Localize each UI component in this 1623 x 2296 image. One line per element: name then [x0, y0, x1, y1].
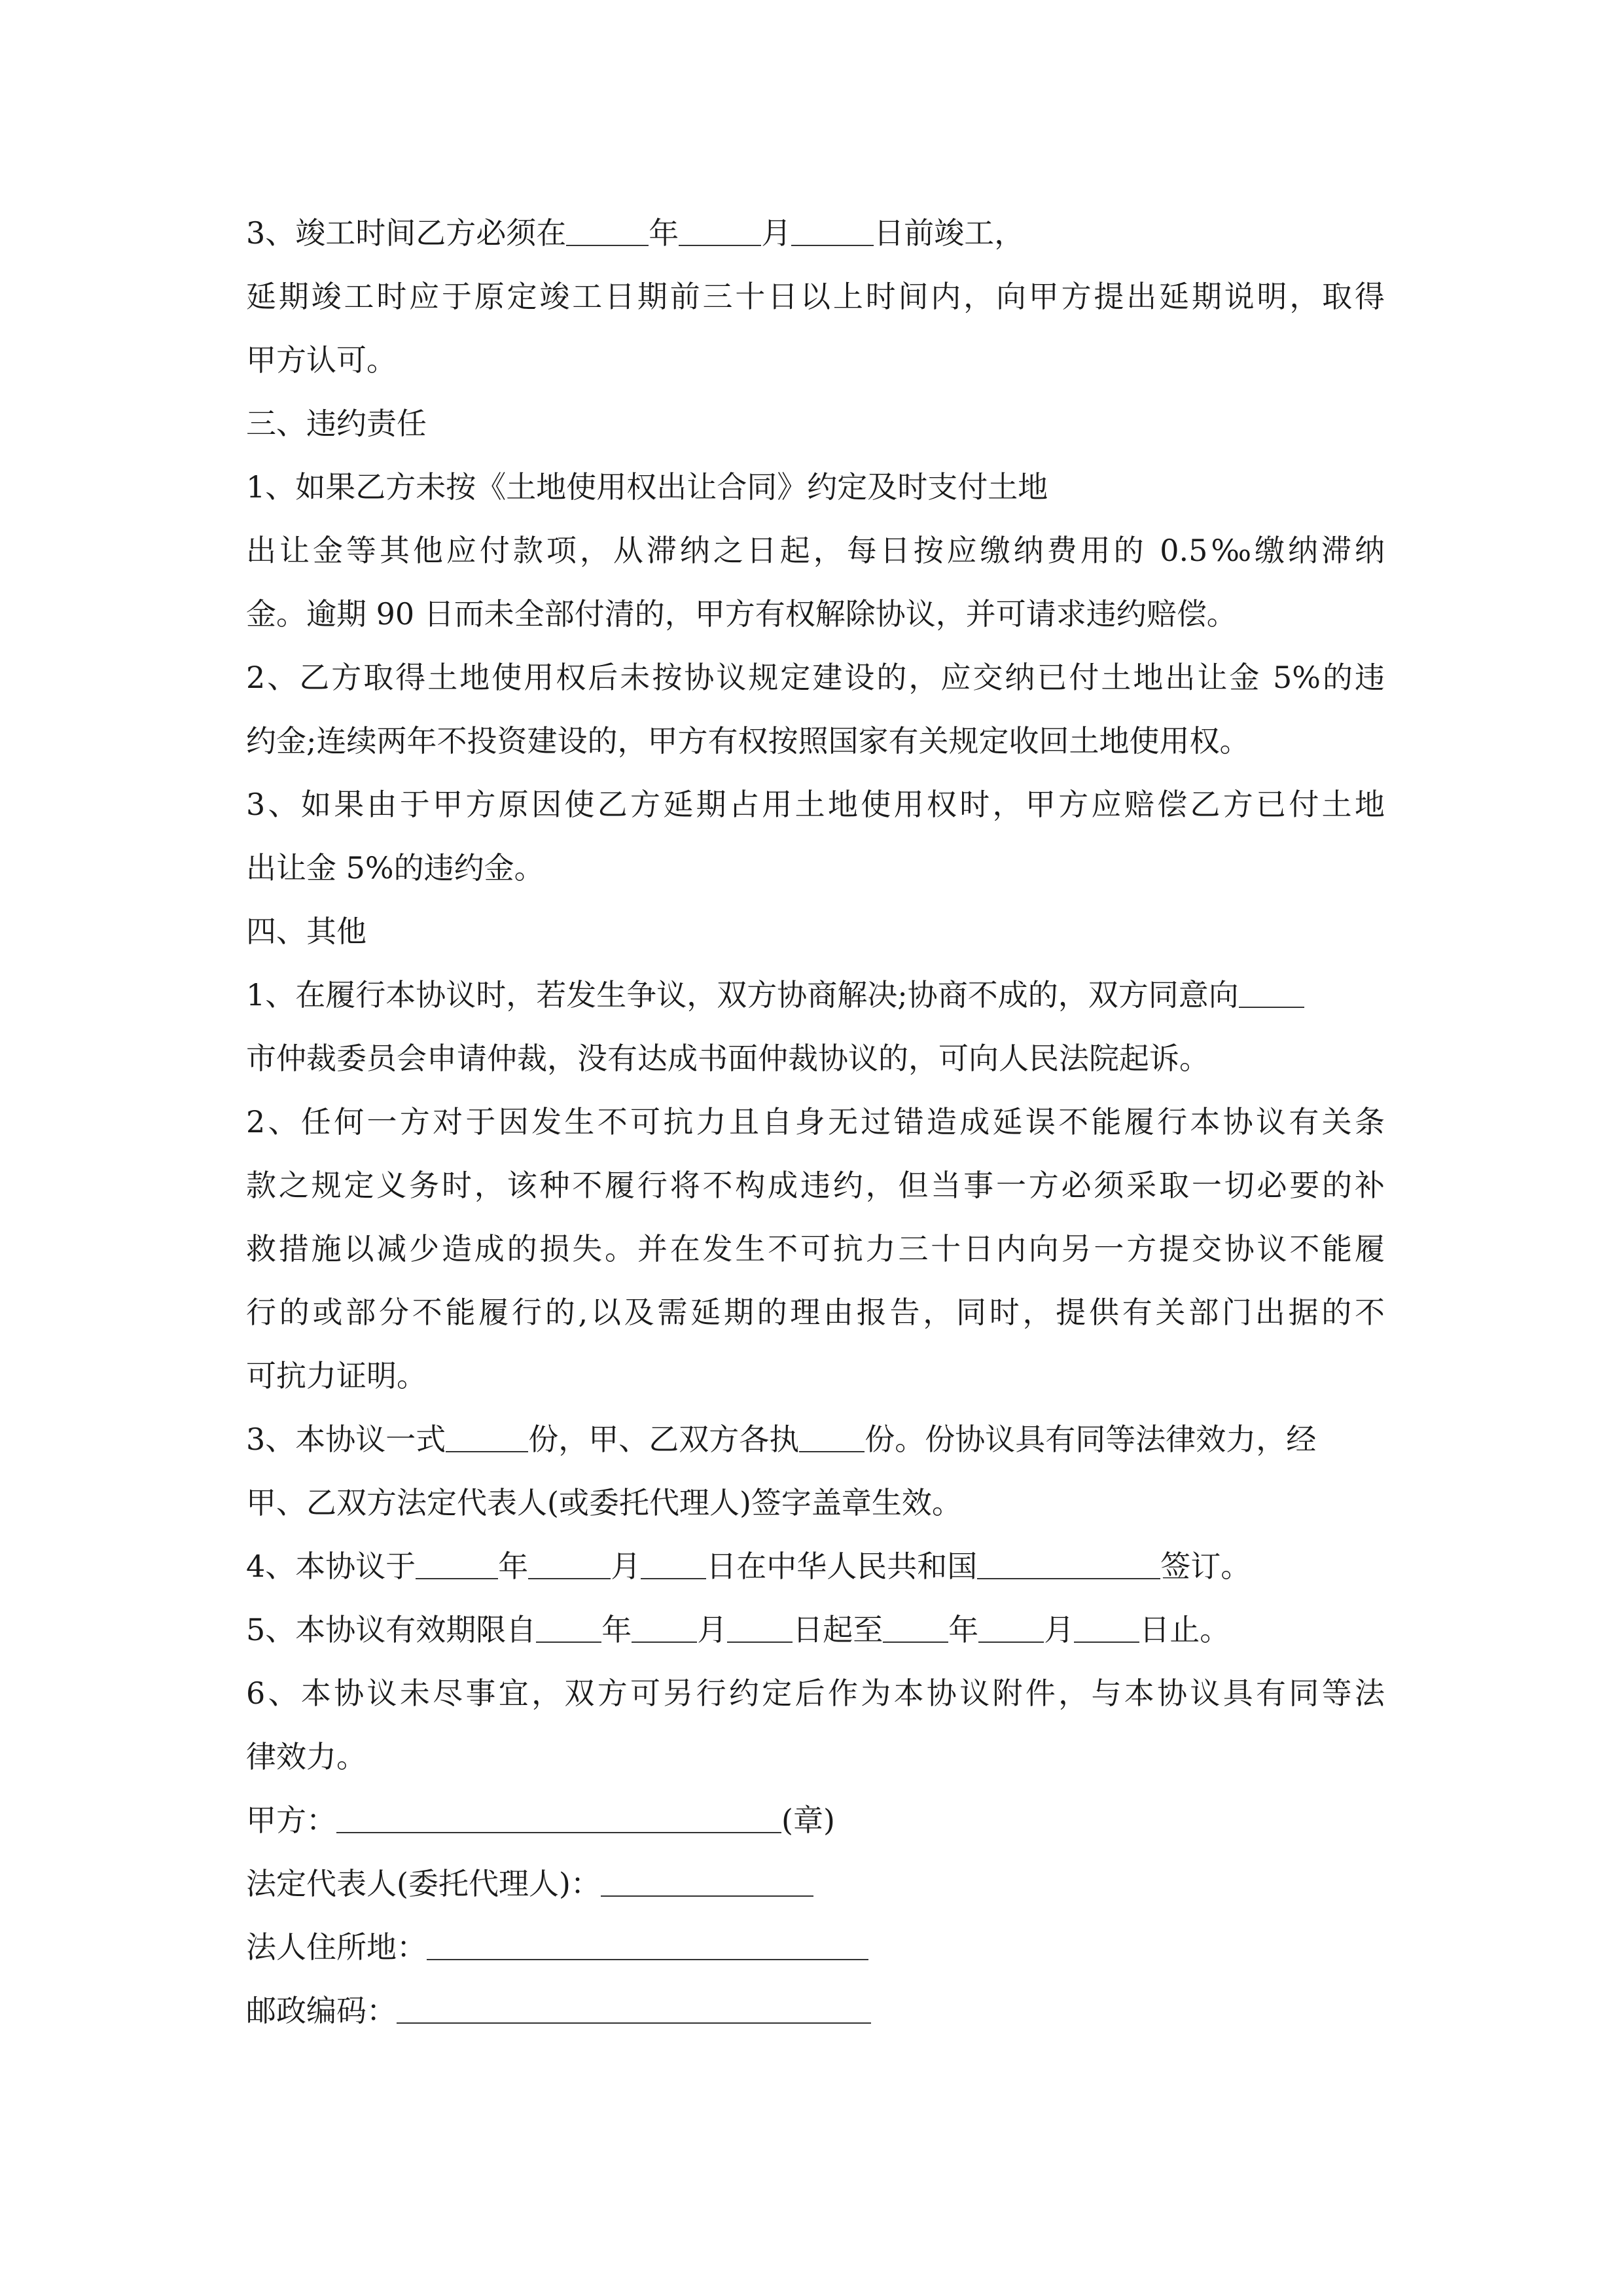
signature-representative [246, 1852, 1385, 1916]
text: 日前竣工， [874, 215, 1025, 251]
paragraph-line: 出让金等其他应付款项，从滞纳之日起，每日按应缴纳费用的 0.5‰缴纳滞纳 [246, 533, 1385, 568]
text: 3、本协议一式 [246, 1422, 446, 1457]
text: 日止。 [1139, 1612, 1230, 1647]
text: 月 [611, 1549, 641, 1584]
text: 年 [649, 215, 679, 251]
paragraph-line: 出让金 5%的违约金。 [246, 850, 544, 886]
text: 5、本协议有效期限自 [246, 1612, 537, 1647]
copies-line [246, 1408, 1385, 1471]
signing-date-line [246, 1535, 1385, 1598]
text: 年 [498, 1549, 529, 1584]
blank-representative [601, 1869, 813, 1897]
validity-period-line [246, 1598, 1385, 1662]
label: 邮政编码： [246, 1993, 397, 2028]
seal-label: (章) [781, 1803, 835, 1838]
document-body [246, 202, 1385, 2043]
blank-copies [446, 1425, 528, 1452]
blank-place [977, 1552, 1160, 1579]
text: 签订。 [1160, 1549, 1251, 1584]
paragraph-line: 甲方认可。 [246, 342, 397, 378]
signature-address [246, 1916, 1385, 1979]
blank-day [727, 1615, 793, 1643]
label: 法人住所地： [246, 1929, 427, 1965]
blank-day [1074, 1615, 1139, 1643]
blank-postcode [397, 1996, 871, 2024]
text: 4、本协议于 [246, 1549, 416, 1584]
blank-address [427, 1933, 868, 1960]
paragraph-line: 2、乙方取得土地使用权后未按协议规定建设的，应交纳已付土地出让金 5%的违 [246, 660, 1385, 695]
blank-day [641, 1552, 706, 1579]
paragraph-line: 律效力。 [246, 1739, 366, 1774]
paragraph-line: 1、如果乙方未按《土地使用权出让合同》约定及时支付土地 [246, 469, 1048, 505]
text: 1、在履行本协议时，若发生争议，双方协商解决;协商不成的，双方同意向 [246, 977, 1239, 1013]
blank-party-a [336, 1806, 781, 1833]
blank-month [978, 1615, 1044, 1643]
paragraph-line: 行的或部分不能履行的,以及需延期的理由报告，同时，提供有关部门出据的不 [246, 1295, 1385, 1330]
text: 3、竣工时间乙方必须在 [246, 215, 567, 251]
blank-day [791, 219, 874, 246]
text: 月 [761, 215, 792, 251]
label: 法定代表人(委托代理人)： [246, 1866, 601, 1901]
blank-year [536, 1615, 601, 1643]
blank-city [1239, 980, 1304, 1008]
text: 份。份协议具有同等法律效力，经 [865, 1422, 1317, 1457]
text: 年 [601, 1612, 632, 1647]
text: 日在中华人民共和国 [706, 1549, 978, 1584]
text: 月 [1044, 1612, 1075, 1647]
section-heading-other: 四、其他 [246, 914, 366, 949]
blank-month [528, 1552, 611, 1579]
blank-copies-each [799, 1425, 865, 1452]
text: 月 [697, 1612, 728, 1647]
paragraph-line: 市仲裁委员会申请仲裁，没有达成书面仲裁协议的，可向人民法院起诉。 [246, 1041, 1209, 1076]
paragraph-line: 救措施以减少造成的损失。并在发生不可抗力三十日内向另一方提交协议不能履 [246, 1231, 1385, 1266]
paragraph-line: 约金;连续两年不投资建设的，甲方有权按照国家有关规定收回土地使用权。 [246, 723, 1250, 759]
paragraph-line: 可抗力证明。 [246, 1358, 427, 1393]
paragraph-line: 2、任何一方对于因发生不可抗力且自身无过错造成延误不能履行本协议有关条 [246, 1104, 1385, 1139]
paragraph-line: 款之规定义务时，该种不履行将不构成违约，但当事一方必须采取一切必要的补 [246, 1168, 1385, 1203]
text: 份，甲、乙双方各执 [528, 1422, 800, 1457]
blank-month [679, 219, 761, 246]
paragraph-line: 金。逾期 90 日而未全部付清的，甲方有权解除协议，并可请求违约赔偿。 [246, 596, 1237, 632]
blank-month [632, 1615, 697, 1643]
blank-year [566, 219, 649, 246]
signature-party-a [246, 1789, 1385, 1852]
text: 日起至 [793, 1612, 883, 1647]
paragraph-line: 延期竣工时应于原定竣工日期前三十日以上时间内，向甲方提出延期说明，取得 [246, 279, 1385, 314]
signature-postcode [246, 1979, 1385, 2043]
blank-year [416, 1552, 498, 1579]
blank-year [883, 1615, 948, 1643]
arbitration-line [246, 963, 1385, 1027]
text: 年 [948, 1612, 979, 1647]
section-heading-liability: 三、违约责任 [246, 406, 427, 441]
paragraph-line: 3、如果由于甲方原因使乙方延期占用土地使用权时，甲方应赔偿乙方已付土地 [246, 787, 1385, 822]
clause-3-completion-line [246, 202, 1385, 265]
label: 甲方： [246, 1803, 336, 1838]
paragraph-line: 甲、乙双方法定代表人(或委托代理人)签字盖章生效。 [246, 1485, 962, 1520]
paragraph-line: 6、本协议未尽事宜，双方可另行约定后作为本协议附件，与本协议具有同等法 [246, 1676, 1385, 1711]
